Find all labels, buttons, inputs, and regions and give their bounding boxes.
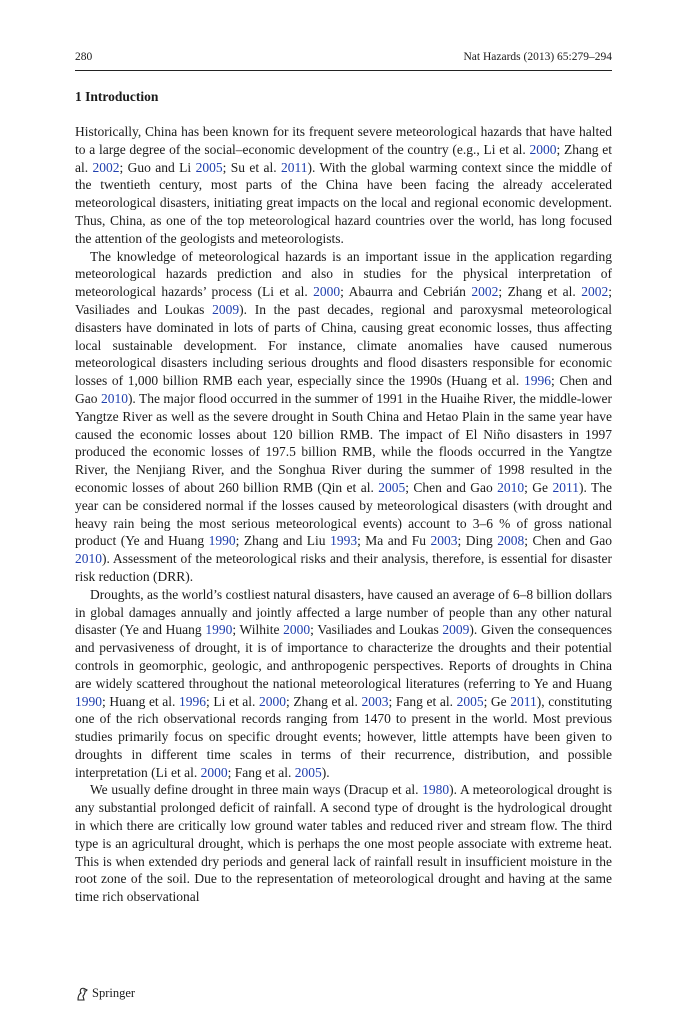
paragraph-text: ). The year can be considered normal if the losses caused by meteorological disasters (with drought and heavy rain being the most serious meteorological events) account to 3–6 % of gross national product (Ye and Huang [75, 479, 612, 549]
paragraph-text: ). With the global warming context since the middle of the twentieth century, most parts of the China have been facing the already accelerated meteorological disasters, initiating great impacts on the local and regional economic development. Thus, China, as one of the top meteorological hazard countries over the world, has long focused the attention of the geologists and meteorologists. [75, 159, 612, 246]
paragraph-text: The knowledge of meteorological hazards is an important issue in the application regarding meteorological hazards prediction and also in studies for the physical interpretation of meteorological hazards’ process (Li et al. [75, 248, 612, 300]
citation-link[interactable]: 2010 [75, 551, 102, 567]
citation-link[interactable]: 2003 [430, 533, 458, 549]
paragraph-text: ), constituting one of the rich observational records ranging from 1470 to present in the world. Most previous studies primarily focus on specific drought events; however, little attempts have been given to droughts in different time scales in terms of their recurrence, distribution, and possible interpretation (Li et al. [75, 693, 613, 780]
citation-link[interactable]: 1990 [205, 622, 233, 638]
paragraph-text: ; Guo and Li [119, 159, 196, 175]
paragraph-text: ; Ma and Fu [357, 533, 431, 549]
publisher-footer [75, 986, 135, 1001]
paragraph-text: ). [321, 764, 330, 780]
citation-link[interactable]: 2000 [529, 141, 557, 157]
publisher-name: Springer [92, 986, 136, 1000]
paragraph-text: ; Vasiliades and Loukas [75, 284, 612, 317]
paragraph-text: ; Wilhite [232, 622, 284, 638]
paragraph [75, 123, 612, 248]
citation-link[interactable]: 1993 [330, 533, 358, 549]
citation-link[interactable]: 2002 [581, 284, 609, 300]
paragraph [75, 586, 612, 782]
paragraph-text: ; Fang et al. [388, 693, 457, 709]
citation-link[interactable]: 1996 [523, 373, 551, 389]
paragraph-text: ; Abaurra and Cebrián [340, 284, 472, 300]
citation-link[interactable]: 2005 [456, 693, 484, 709]
citation-link[interactable]: 2009 [212, 301, 240, 317]
paragraph-text: ). In the past decades, regional and paroxysmal meteorological disasters have dominated in lots of parts of China, causing great economic losses, thus affecting local sustainable development. For instance, climate anomalies have caused numerous meteorological disasters including serious droughts and flood disasters responsible for economic losses of 1,000 billion RMB each year, especially since the 1990s (Huang et al. [75, 301, 612, 389]
citation-link[interactable]: 2011 [280, 159, 308, 175]
citation-link[interactable]: 2005 [294, 764, 322, 780]
paragraph-text: ; Zhang et al. [286, 693, 362, 709]
citation-link[interactable]: 2000 [313, 284, 341, 300]
citation-link[interactable]: 1996 [179, 693, 207, 709]
header-rule [75, 70, 612, 71]
paragraph-text: ; Su et al. [222, 159, 281, 175]
citation-link[interactable]: 1990 [75, 693, 102, 709]
citation-link[interactable]: 2010 [497, 479, 525, 495]
paragraph-text: ). Given the consequences and pervasiveness of drought, it is of importance to characterize the droughts and their potential controls in geomorphic, geologic, and anthropogenic perspectives. Reports of droughts in China are widely scattered throughout the national meteorological literatures (referring to Ye and Huang [75, 622, 613, 691]
citation-link[interactable]: 2009 [442, 622, 470, 638]
paragraph-text: ; Zhang and Liu [235, 533, 331, 549]
paragraph-text: ; Fang et al. [227, 764, 295, 780]
paragraph-text: ; Chen and Gao [75, 373, 612, 406]
paragraph-text: ). A meteorological drought is any substantial prolonged deficit of rainfall. A second type of drought is the hydrological drought in which there are critically low ground water tables and reduced river and stream flow. The third type is an agricultural drought, which is perhaps the one most people associate with extreme heat. This is when extended dry periods and general lack of rainfall result in insufficient moisture in the root zone of the soil. Due to the representation of meteorological drought and having at the same time rich observational [75, 782, 612, 905]
paragraph-text: ; Li et al. [206, 693, 260, 709]
citation-link[interactable]: 2000 [283, 622, 311, 638]
paragraph-text: ; Zhang et al. [75, 141, 612, 175]
paragraph-text: ; Ge [483, 693, 511, 709]
paragraph-text: ). The major flood occurred in the summer of 1991 in the Huaihe River, the middle-lower Yangtze River as well as the severe drought in South China and Hetao Plain in the same year have caused the economic losses about 120 billion RMB. The impact of El Niño disasters in 1997 produced the economic losses of 197.5 billion RMB, while the floods occurred in the Yangtze River, the Nenjiang River, and the Songhua River during the summer of 1998 resulted in the economic losses of about 260 billion RMB (Qin et al. [75, 390, 613, 495]
citation-link[interactable]: 1980 [422, 782, 450, 798]
citation-link[interactable]: 2011 [510, 693, 537, 709]
paragraph-text: ; Huang et al. [102, 693, 180, 709]
citation-link[interactable]: 2000 [200, 764, 228, 780]
citation-link[interactable]: 1990 [208, 533, 236, 549]
page-number: 280 [75, 51, 93, 63]
citation-link[interactable]: 2010 [100, 390, 128, 406]
paragraph-text: ; Chen and Gao [524, 533, 613, 549]
paragraph-text: Droughts, as the world’s costliest natural disasters, have caused an average of 6–8 billion dollars in global damages annually and jointly affected a large number of people than any other natural disaster (Ye and Huang [75, 586, 612, 638]
paragraph-text: ; Ge [524, 479, 553, 495]
paragraph-text: ; Zhang et al. [498, 284, 582, 300]
paragraph-text: ; Chen and Gao [405, 479, 498, 495]
citation-link[interactable]: 2002 [471, 284, 499, 300]
section-title: 1 Introduction [75, 89, 159, 104]
journal-citation: Nat Hazards (2013) 65:279–294 [463, 51, 612, 63]
citation-link[interactable]: 2005 [195, 159, 223, 175]
paragraph [75, 248, 612, 586]
article-body [75, 123, 612, 906]
paragraph-text: ; Vasiliades and Loukas [310, 622, 443, 638]
citation-link[interactable]: 2011 [552, 479, 579, 495]
paragraph-text: Historically, China has been known for its frequent severe meteorological hazards that have halted to a large degree of the social–economic development of the country (e.g., Li et al. [75, 124, 612, 157]
citation-link[interactable]: 2005 [378, 479, 406, 495]
springer-horse-icon [75, 987, 89, 1001]
citation-link[interactable]: 2003 [361, 693, 389, 709]
paragraph [75, 781, 612, 906]
paragraph-text: We usually define drought in three main ways (Dracup et al. [90, 782, 423, 798]
citation-link[interactable]: 2002 [92, 159, 120, 175]
paragraph-text: ; Ding [457, 533, 498, 549]
citation-link[interactable]: 2000 [259, 693, 287, 709]
citation-link[interactable]: 2008 [497, 533, 525, 549]
paragraph-text: ). Assessment of the meteorological risks and their analysis, therefore, is essential for disaster risk reduction (DRR). [75, 551, 612, 584]
